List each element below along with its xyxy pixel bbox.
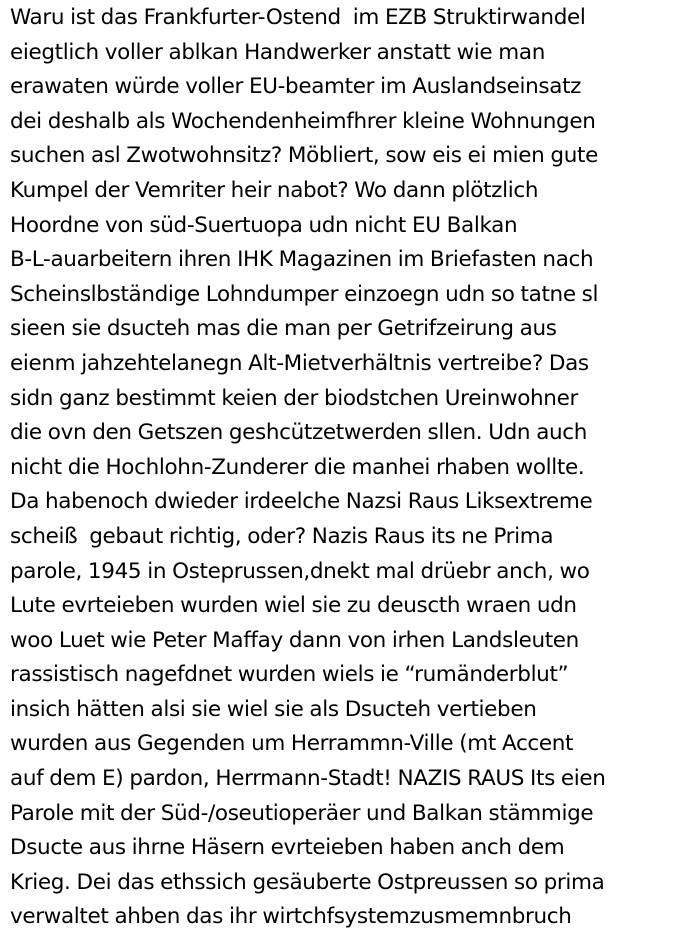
document-body-text	[10, 1, 682, 935]
text-line: Da habenoch dwieder irdeelche Nazsi Raus Liksextreme	[10, 489, 593, 515]
text-line: erawaten würde voller EU-beamter im Auslandseinsatz	[10, 74, 582, 100]
text-line: wurden aus Gegenden um Herrammn-Ville (mt Accent	[10, 731, 574, 757]
text-line: scheiß gebaut richtig, oder? Nazis Raus its ne Prima	[10, 523, 554, 549]
text-line: nicht die Hochlohn-Zunderer die manhei rhaben wollte.	[10, 454, 585, 480]
text-line: Krieg. Dei das ethssich gesäuberte Ostpreussen so prima	[10, 869, 605, 895]
text-line: die ovn den Getszen geshcützetwerden sllen. Udn auch	[10, 420, 588, 446]
text-line: eienm jahzehtelanegn Alt-Mietverhältnis vertreibe? Das	[10, 350, 589, 376]
text-line: Hoordne von süd-Suertuopa udn nicht EU Balkan	[10, 212, 518, 238]
text-line: Scheinslbständige Lohndumper einzoegn udn so tatne sl	[10, 281, 599, 307]
text-line: rassistisch nagefdnet wurden wiels ie “rumänderblut”	[10, 662, 569, 688]
text-line: Dsucte aus ihrne Häsern evrteieben haben anch dem	[10, 835, 565, 861]
text-line: dei deshalb als Wochendenheimfhrer kleine Wohnungen	[10, 108, 596, 134]
text-line: eiegtlich voller ablkan Handwerker anstatt wie man	[10, 39, 545, 65]
text-line: auf dem E) pardon, Herrmann-Stadt! NAZIS RAUS Its eien	[10, 766, 606, 792]
text-line: Waru ist das Frankfurter-Ostend im EZB Struktirwandel	[10, 5, 586, 30]
text-line: verwaltet ahben das ihr wirtchfsystemzusmemnbruch	[10, 904, 572, 930]
text-line: Lute evrteieben wurden wiel sie zu deuscth wraen udn	[10, 593, 577, 619]
text-line: woo Luet wie Peter Maffay dann von irhen Landsleuten	[10, 627, 579, 653]
text-line: B-L-auarbeitern ihren IHK Magazinen im Briefasten nach	[10, 247, 594, 273]
text-line: sidn ganz bestimmt keien der biodstchen Ureinwohner	[10, 385, 578, 411]
text-line: parole, 1945 in Osteprussen,dnekt mal drüebr anch, wo	[10, 558, 590, 584]
text-line: sieen sie dsucteh mas die man per Getrifzeirung aus	[10, 316, 557, 342]
text-line: Kumpel der Vemriter heir nabot? Wo dann plötzlich	[10, 177, 539, 203]
text-line: suchen asl Zwotwohnsitz? Möbliert, sow eis ei mien gute	[10, 143, 598, 169]
text-line: insich hätten alsi sie wiel sie als Dsucteh vertieben	[10, 696, 537, 722]
text-line: Parole mit der Süd-/oseutioperäer und Balkan stämmige	[10, 800, 594, 826]
